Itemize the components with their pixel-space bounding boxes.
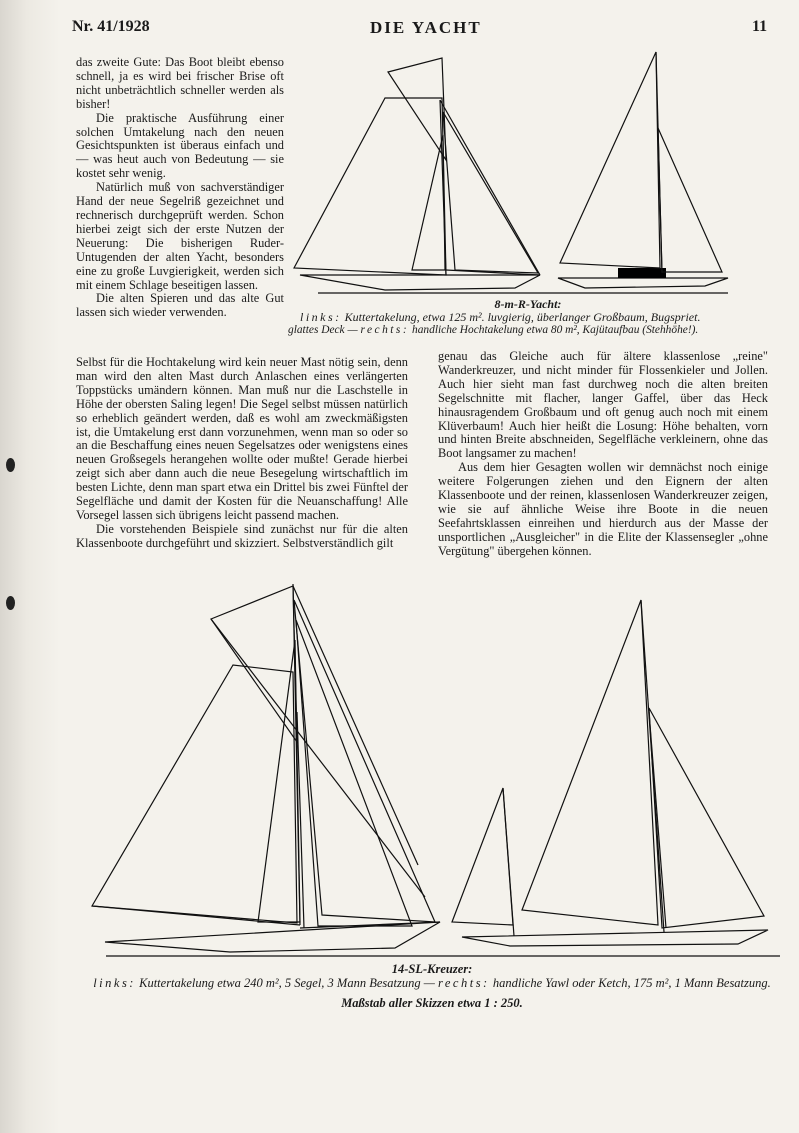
- issue-number: Nr. 41/1928: [72, 18, 150, 35]
- page-number: 11: [752, 18, 768, 35]
- caption-right-label: rechts:: [360, 324, 410, 336]
- paragraph: genau das Gleiche auch für ältere klassenlose „reine" Wanderkreuzer, und nicht minder für Flossenkieler und Jollen. Auch hier sieht man fast durchweg noch die alten breiten Segelschnitte mit flacher, langer Gaffel, über das Heck hinausragendem Großbaum und oft genug auch noch mit einem Klüverbaum! Auch hier heißt die Losung: Höhe behalten, vorn und hinten Breite abschneiden, Segelfläche verkleinern, ohne das Boot langsamer zu machen!: [438, 349, 768, 461]
- paragraph: Selbst für die Hochtakelung wird kein neuer Mast nötig sein, denn man wird den alten Mast durch Anlaschen eines verlängerten Toppstücks umändern können. Man muß nur die Laschstelle in Höhe der obersten Saling legen! Die Segel selbst müssen natürlich so erheblich geändert werden, daß es wohl am zweckmäßigsten ist, die Umtakelung erst dann vorzunehmen, wenn man so oder so an die Beschaffung eines neuen Segelsatzes oder wenigstens eines neuen Großsegels herangehen wollte oder mußte! Gerade hierbei zeigt sich aber dann auch die neue Besegelung wirtschaftlich im besten Lichte, denn man spart etwa ein Drittel bis zwei Fünftel der Segelfläche und damit der Kosten für die Neuanschaffung! Alle Vorsegel lassen sich übrigens leicht passend machen.: [76, 355, 408, 522]
- caption-right-text: handliche Hochtakelung etwa 80 m², Kajütaufbau (Stehhöhe!).: [412, 324, 699, 336]
- paragraph: das zweite Gute: Das Boot bleibt ebenso schnell, ja es wird bei frischer Brise oft nicht unbeträchtlich schneller werden als bisher!: [76, 55, 284, 111]
- caption-left-label: links:: [93, 976, 136, 990]
- caption-left-text: Kuttertakelung etwa 240 m², 5 Segel, 3 Mann Besatzung —: [139, 976, 435, 990]
- caption-left-label: links:: [300, 310, 342, 324]
- scale-note: Maßstab aller Skizzen etwa 1 : 250.: [341, 996, 523, 1010]
- caption-right-text: handliche Yawl oder Ketch, 175 m², 1 Mann Besatzung.: [492, 976, 771, 990]
- paragraph: Die vorstehenden Beispiele sind zunächst nur für die alten Klassenboote durchgeführt und skizziert. Selbstverständlich gilt: [76, 521, 408, 550]
- figure-caption-bottom: [92, 962, 772, 1010]
- caption-right-label: rechts:: [437, 976, 490, 990]
- paragraph: Die praktische Ausführung einer solchen Umtakelung nach den neuen Gesichtspunkten ist überaus einfach und — was heut auch von Bedeutung — sie kostet sehr wenig.: [76, 110, 284, 181]
- paragraph: Natürlich muß von sachverständiger Hand der neue Segelriß gezeichnet und rechnerisch durchgeprüft werden. Schon hierbei zeigt sich der erste Nutzen der Neuerung: Die bisherigen Ruder-Untugenden der alten Yacht, besonders eine zu große Luvgierigkeit, werden sich mit einem Schlage beseitigen lassen.: [76, 180, 284, 292]
- caption-left-text-2: glattes Deck —: [288, 324, 358, 336]
- caption-left-text: Kuttertakelung, etwa 125 m². luvgierig, überlanger Großbaum, Bugspriet.: [344, 310, 701, 324]
- paragraph: Die alten Spieren und das alte Gut lassen sich wieder verwenden.: [76, 291, 284, 320]
- magazine-title: DIE YACHT: [370, 18, 482, 37]
- paragraph: Aus dem hier Gesagten wollen wir demnächst noch einige weitere Folgerungen ziehen und den Eignern der alten Klassenboote und der reinen, klassenlosen Wanderkreuzer zeigen, wie sie auf ähnliche Weise ihre Boote in die neuen Seefahrtsklassen einreihen und hierdurch aus der Masse der unsportlichen „Ausgleicher" in die Elite der Klassensegler „ohne Vergütung" übergehen können.: [438, 460, 768, 558]
- caption-title: 8-m-R-Yacht:: [494, 297, 562, 311]
- caption-title: 14-SL-Kreuzer:: [391, 962, 473, 976]
